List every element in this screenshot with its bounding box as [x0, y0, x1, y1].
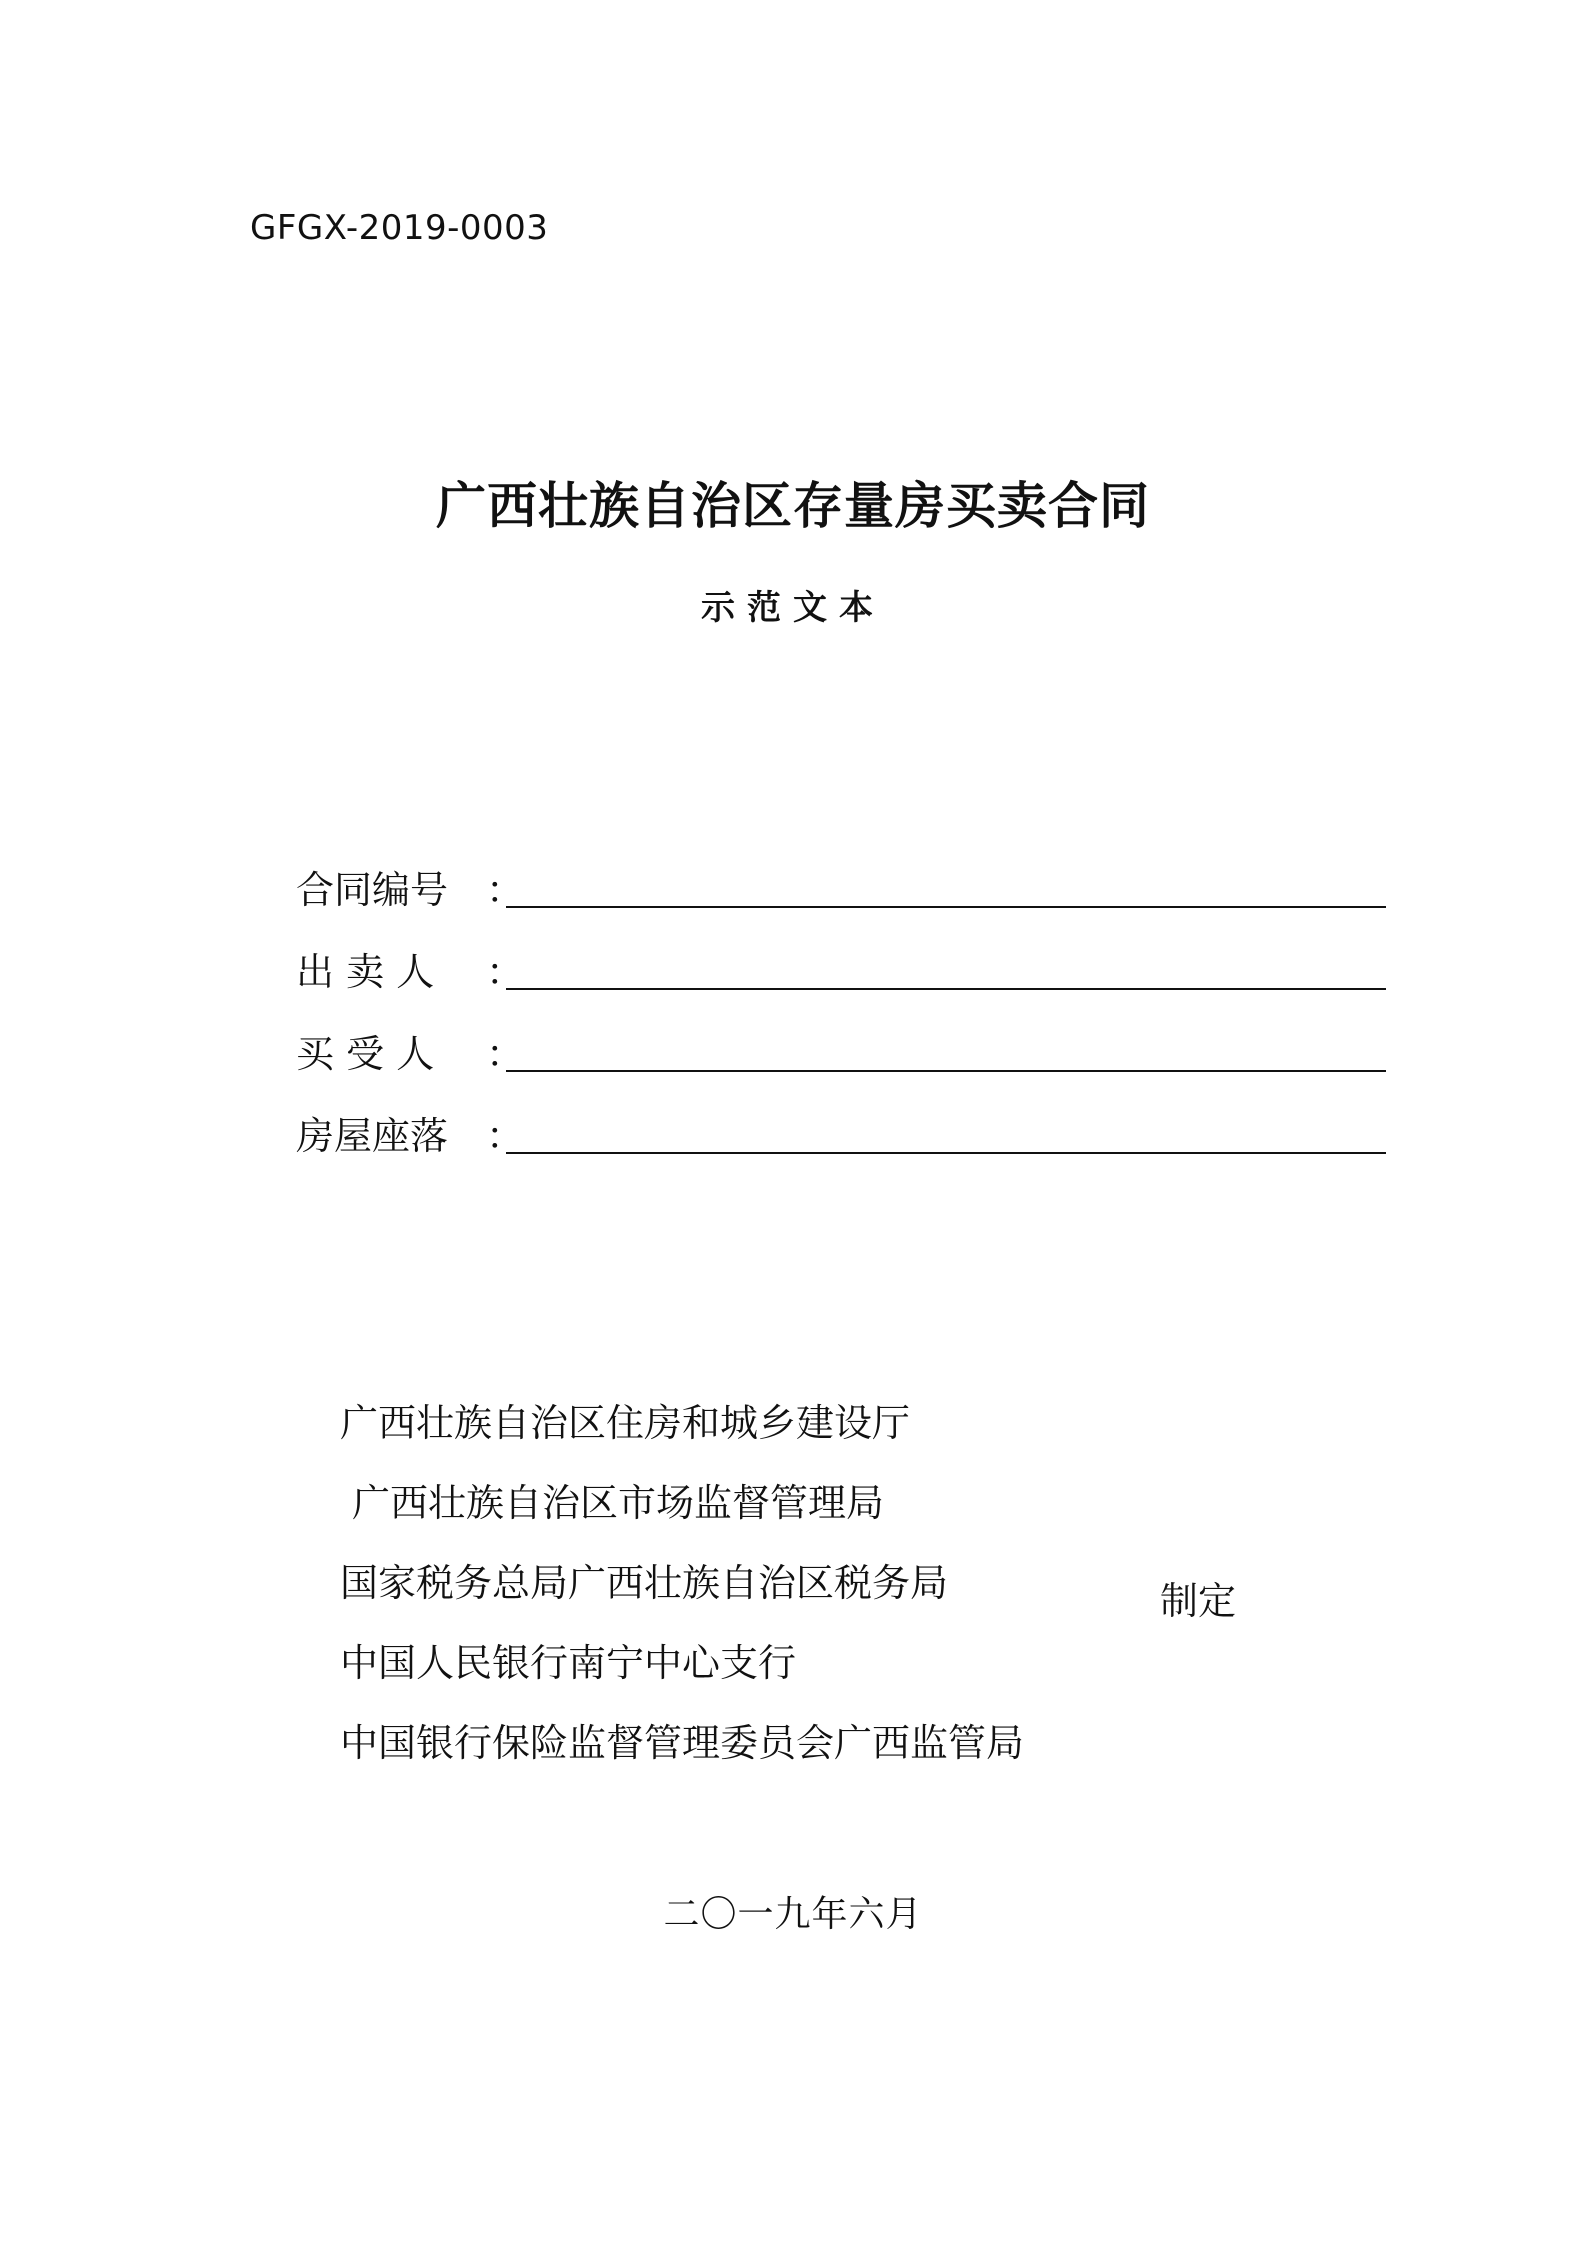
organization-line: 广西壮族自治区住房和城乡建设厅 — [340, 1401, 911, 1445]
field-blank-line-buyer[interactable] — [506, 1070, 1386, 1072]
document-date: 二〇一九年六月 — [663, 1894, 923, 1935]
field-colon: ： — [486, 868, 525, 912]
issuing-organizations — [340, 1398, 1024, 1798]
field-row-seller — [296, 912, 1386, 994]
organization-line: 中国银行保险监督管理委员会广西监管局 — [340, 1721, 1025, 1765]
field-blank-line-contract-number[interactable] — [506, 906, 1386, 908]
field-blank-line-seller[interactable] — [506, 988, 1386, 990]
field-colon: ： — [486, 1114, 525, 1158]
organization-line: 广西壮族自治区市场监督管理局 — [352, 1481, 885, 1525]
field-label-contract-number: 合同编号 — [296, 868, 449, 912]
organization-line: 国家税务总局广西壮族自治区税务局 — [340, 1561, 949, 1605]
field-row-property-location — [296, 1076, 1386, 1158]
field-colon: ： — [486, 1032, 525, 1076]
contract-fields — [296, 830, 1386, 1158]
document-subtitle: 示范文本 — [701, 588, 885, 628]
field-label-property-location: 房屋座落 — [296, 1114, 449, 1158]
document-title: 广西壮族自治区存量房买卖合同 — [436, 477, 1150, 535]
field-blank-line-property-location[interactable] — [506, 1152, 1386, 1154]
field-label-buyer: 买 受 人 — [296, 1032, 435, 1076]
enacted-label: 制定 — [1160, 1579, 1237, 1623]
field-row-contract-number — [296, 830, 1386, 912]
document-code: GFGX-2019-0003 — [250, 208, 549, 248]
organization-line: 中国人民银行南宁中心支行 — [340, 1641, 797, 1685]
field-row-buyer — [296, 994, 1386, 1076]
field-colon: ： — [486, 950, 525, 994]
field-label-seller: 出 卖 人 — [296, 950, 435, 994]
